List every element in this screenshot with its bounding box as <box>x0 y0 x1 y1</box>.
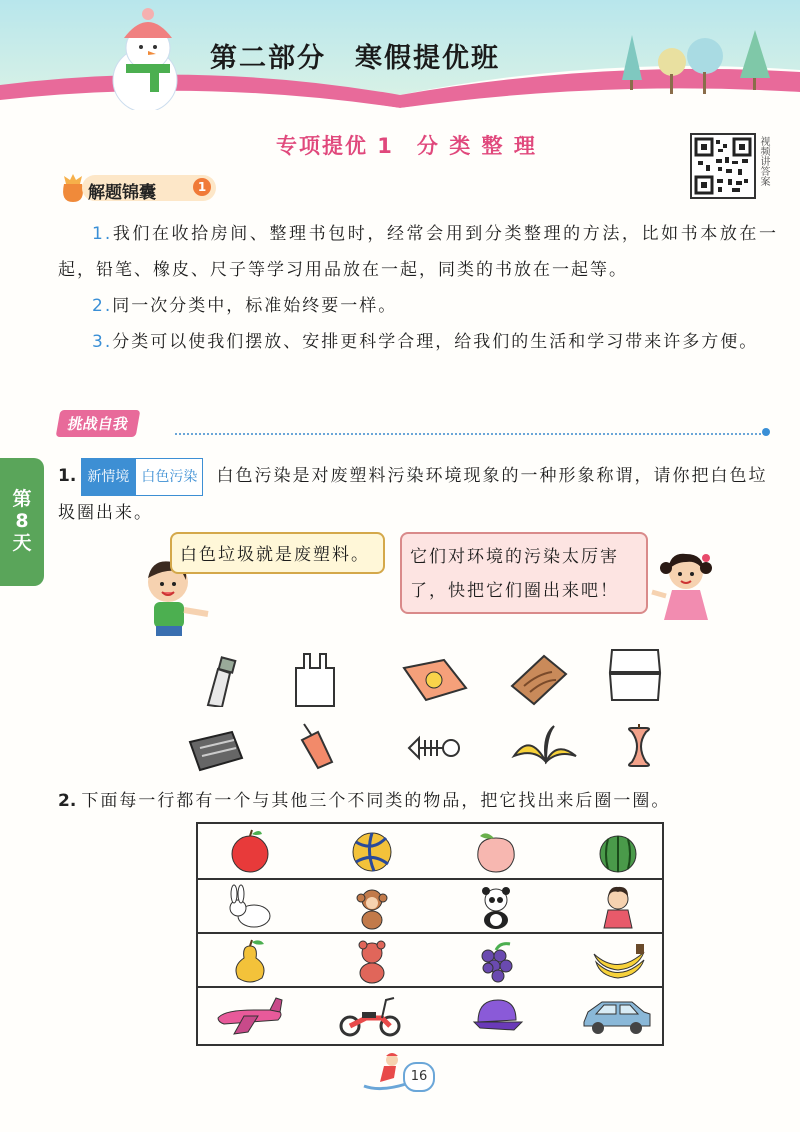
grid-row-2 <box>198 878 662 932</box>
tips-title: 解题锦囊 <box>88 183 156 203</box>
speech-bubble-girl: 它们对环境的污染太厉害了，快把它们圈出来吧！ <box>400 532 648 614</box>
question-1 <box>58 458 778 530</box>
grapes-icon[interactable] <box>466 938 526 984</box>
airplane-icon[interactable] <box>214 992 286 1038</box>
divider-dot <box>762 428 770 436</box>
wood-board-icon[interactable] <box>508 652 568 708</box>
watermelon-icon[interactable] <box>588 828 648 874</box>
teddy-bear-icon[interactable] <box>342 938 402 984</box>
qr-label: 视频讲答案 <box>758 136 769 186</box>
fish-bone-icon[interactable] <box>405 728 461 768</box>
tip-text: 分类可以使我们摆放、安排更科学合理，给我们的生活和学习带来许多方便。 <box>112 332 759 352</box>
tag-topic: 白色污染 <box>135 458 203 496</box>
tip-text: 同一次分类中，标准始终要一样。 <box>112 296 398 316</box>
monkey-icon[interactable] <box>342 884 402 930</box>
tag-new-situation: 新情境 <box>81 458 135 496</box>
banana-peel-icon[interactable] <box>510 722 580 768</box>
tips-badge: 1 <box>193 178 211 196</box>
tip-number: 2. <box>92 296 113 316</box>
qr-code-icon[interactable] <box>690 133 756 199</box>
question-number: 1. <box>58 466 77 486</box>
classification-grid <box>196 822 664 1046</box>
car-icon[interactable] <box>580 992 654 1038</box>
question-2 <box>58 786 778 816</box>
girl-illustration-icon <box>650 550 720 624</box>
tip-number: 3. <box>92 332 113 352</box>
apple-core-icon[interactable] <box>622 724 656 770</box>
day-side-tab <box>0 458 44 586</box>
side-tab-line3: 天 <box>12 532 32 554</box>
cap-icon[interactable] <box>466 992 526 1038</box>
side-tab-line2: 8 <box>15 510 29 532</box>
newspaper-icon[interactable] <box>186 728 246 774</box>
panda-icon[interactable] <box>466 884 526 930</box>
foam-box-icon[interactable] <box>606 646 664 706</box>
speech-bubble-boy: 白色垃圾就是废塑料。 <box>170 532 385 574</box>
question-number: 2. <box>58 791 77 811</box>
tip-item-1 <box>58 216 778 288</box>
volleyball-icon[interactable] <box>342 828 402 874</box>
toothpaste-tube-icon[interactable] <box>200 655 244 707</box>
side-tab-line1: 第 <box>12 488 32 510</box>
question-text: 下面每一行都有一个与其他三个不同类的物品，把它找出来后圈一圈。 <box>81 791 671 811</box>
part-title: 第二部分 寒假提优班 <box>210 43 500 74</box>
tip-item-3 <box>58 324 778 360</box>
challenge-label: 挑战自我 <box>56 410 141 437</box>
apple-icon[interactable] <box>220 828 280 874</box>
girl-icon[interactable] <box>588 884 648 930</box>
drink-pack-icon[interactable] <box>400 654 470 706</box>
grid-row-3 <box>198 932 662 986</box>
grid-row-4 <box>198 986 662 1046</box>
page-number: 16 <box>403 1062 435 1092</box>
section-title: 专项提优 1 分 类 整 理 <box>276 134 537 158</box>
bananas-icon[interactable] <box>588 938 648 984</box>
peach-icon[interactable] <box>466 828 526 874</box>
dotted-divider <box>175 433 765 435</box>
pear-icon[interactable] <box>220 938 280 984</box>
plastic-bag-icon[interactable] <box>290 650 340 710</box>
rabbit-icon[interactable] <box>220 884 280 930</box>
question-text: 白色污染是对废塑料污染环境现象的一种形象称谓，请你把白色垃圾圈出来。 <box>58 466 768 523</box>
tip-item-2 <box>58 288 778 324</box>
tip-text: 我们在收拾房间、整理书包时，经常会用到分类整理的方法，比如书本放在一起，铅笔、橡皮、尺子等学习用品放在一起，同类的书放在一起等。 <box>58 224 778 280</box>
electric-bike-icon[interactable] <box>338 992 404 1038</box>
tip-number: 1. <box>92 224 113 244</box>
grid-row-1 <box>198 824 662 876</box>
plastic-cup-icon[interactable] <box>296 722 336 772</box>
